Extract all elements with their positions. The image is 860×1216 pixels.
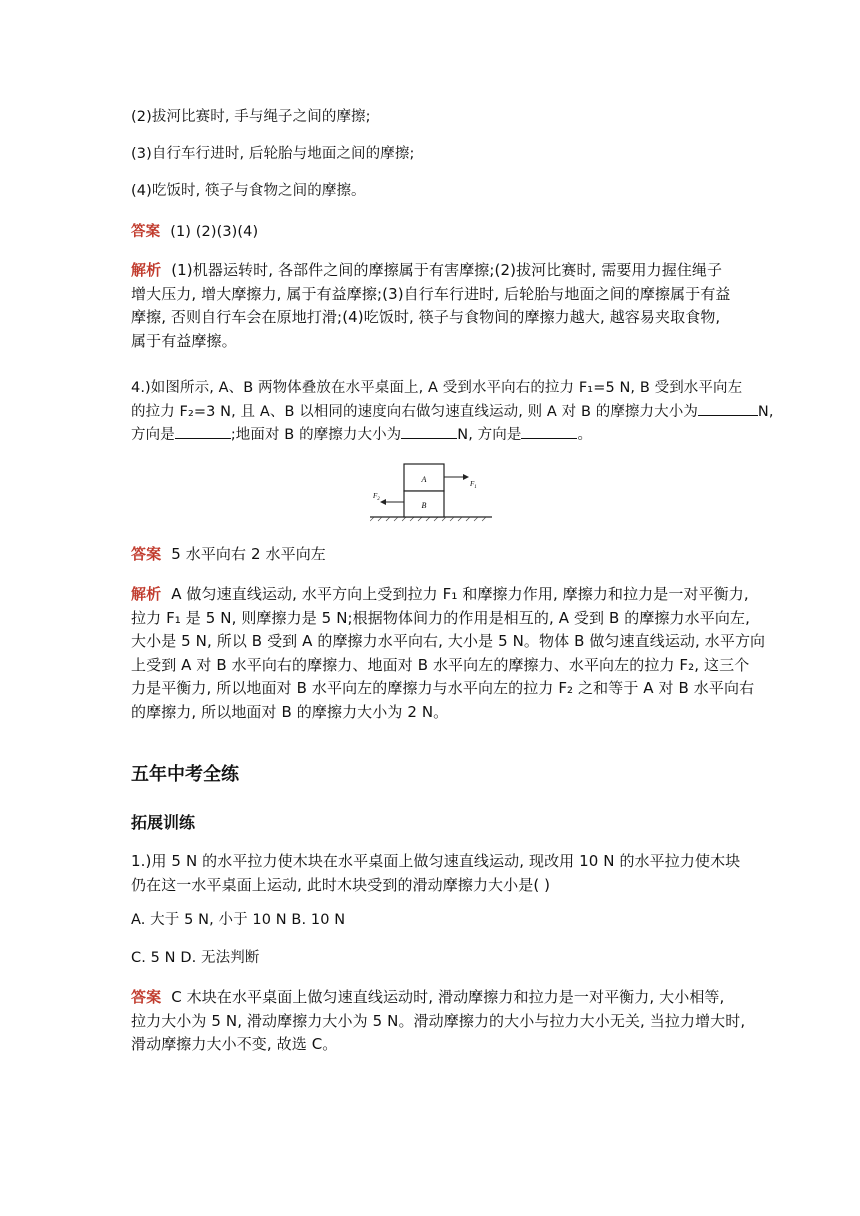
q1-options-row: A. 大于 5 N, 小于 10 N B. 10 N [131, 912, 346, 928]
q4-line: 4.)如图所示, A、B 两物体叠放在水平桌面上, A 受到水平向右的拉力 F₁=5 N, B 受到水平向左 [131, 380, 743, 396]
q1-line: 仍在这一水平桌面上运动, 此时木块受到的滑动摩擦力大小是( ) [131, 875, 551, 894]
q3-item-2: (2)拔河比赛时, 手与绳子之间的摩擦; [131, 109, 371, 125]
force-f1-label: $F_1$ [470, 480, 477, 490]
analysis-line: (1)机器运转时, 各部件之间的摩擦属于有害摩擦;(2)拔河比赛时, 需要用力握住绳子 [171, 261, 723, 279]
q3-item-4: (4)吃饭时, 筷子与食物之间的摩擦。 [131, 183, 366, 199]
analysis-line: 增大压力, 增大摩擦力, 属于有益摩擦;(3)自行车行进时, 后轮胎与地面之间的摩擦属于有益 [131, 284, 731, 303]
q4-line: 方向是 ;地面对 B 的摩擦力大小为 N, 方向是 。 [131, 424, 737, 448]
block-b-label: B [421, 501, 427, 510]
analysis-line: 力是平衡力, 所以地面对 B 水平向左的摩擦力与水平向左的拉力 F₂ 之和等于 A 对 B 水平向右 [131, 679, 755, 697]
q1-question [131, 850, 741, 897]
q1-answer [131, 986, 746, 1057]
q4-analysis [131, 583, 766, 724]
force-f2-label: $F_2$ [373, 492, 380, 502]
q1-line: 1.)用 5 N 的水平拉力使木块在水平桌面上做匀速直线运动, 现改用 10 N 的水平拉力使木块 [131, 852, 741, 870]
q4-answer [131, 543, 737, 567]
analysis-label: 解析 [131, 261, 162, 279]
analysis-line: 拉力 F₁ 是 5 N, 则摩擦力是 5 N;根据物体间力的作用是相互的, A 受到 B 的摩擦力水平向左, [131, 608, 750, 627]
answer-blank[interactable] [698, 401, 758, 416]
answer-label: 答案 [131, 224, 161, 240]
analysis-line: 大小是 5 N, 所以 B 受到 A 的摩擦力水平向右, 大小是 5 N。物体 B 做匀速直线运动, 水平方向 [131, 632, 766, 650]
section-title: 五年中考全练 [131, 764, 239, 785]
analysis-line: 的摩擦力, 所以地面对 B 的摩擦力大小为 2 N。 [131, 702, 449, 721]
q3-answer [131, 221, 737, 245]
answer-line: C 木块在水平桌面上做匀速直线运动时, 滑动摩擦力和拉力是一对平衡力, 大小相等, [171, 988, 725, 1006]
q4-line: 的拉力 F₂=3 N, 且 A、B 以相同的速度向右做匀速直线运动, 则 A 对 B 的摩擦力大小为 N, [131, 401, 737, 425]
answer-blank[interactable] [175, 424, 231, 439]
answer-label: 答案 [131, 545, 162, 563]
block-a-label: A [421, 475, 427, 484]
answer-line: 拉力大小为 5 N, 滑动摩擦力大小为 5 N。滑动摩擦力的大小与拉力大小无关, 当拉力增大时, [131, 1011, 746, 1030]
answer-blank[interactable] [401, 424, 457, 439]
q3-item-3: (3)自行车行进时, 后轮胎与地面之间的摩擦; [131, 146, 415, 162]
analysis-label: 解析 [131, 585, 162, 603]
q1-options-row: C. 5 N D. 无法判断 [131, 950, 260, 966]
answer-text: (1) (2)(3)(4) [170, 224, 259, 240]
q3-analysis [131, 259, 737, 353]
answer-line: 滑动摩擦力大小不变, 故选 C。 [131, 1035, 338, 1053]
answer-blank[interactable] [521, 424, 577, 439]
analysis-line: 属于有益摩擦。 [131, 331, 237, 350]
q4-question [131, 377, 774, 448]
subsection-title: 拓展训练 [131, 813, 196, 832]
analysis-line: A 做匀速直线运动, 水平方向上受到拉力 F₁ 和摩擦力作用, 摩擦力和拉力是一对平衡力, [171, 585, 749, 603]
analysis-line: 摩擦, 否则自行车会在原地打滑;(4)吃饭时, 筷子与食物间的摩擦力越大, 越容易夹取食物, [131, 308, 721, 326]
blocks-diagram [370, 462, 492, 522]
answer-label: 答案 [131, 988, 162, 1006]
answer-text: 5 水平向右 2 水平向左 [171, 545, 326, 563]
analysis-line: 上受到 A 对 B 水平向右的摩擦力、地面对 B 水平向左的摩擦力、水平向左的拉力 F₂, 这三个 [131, 655, 750, 674]
